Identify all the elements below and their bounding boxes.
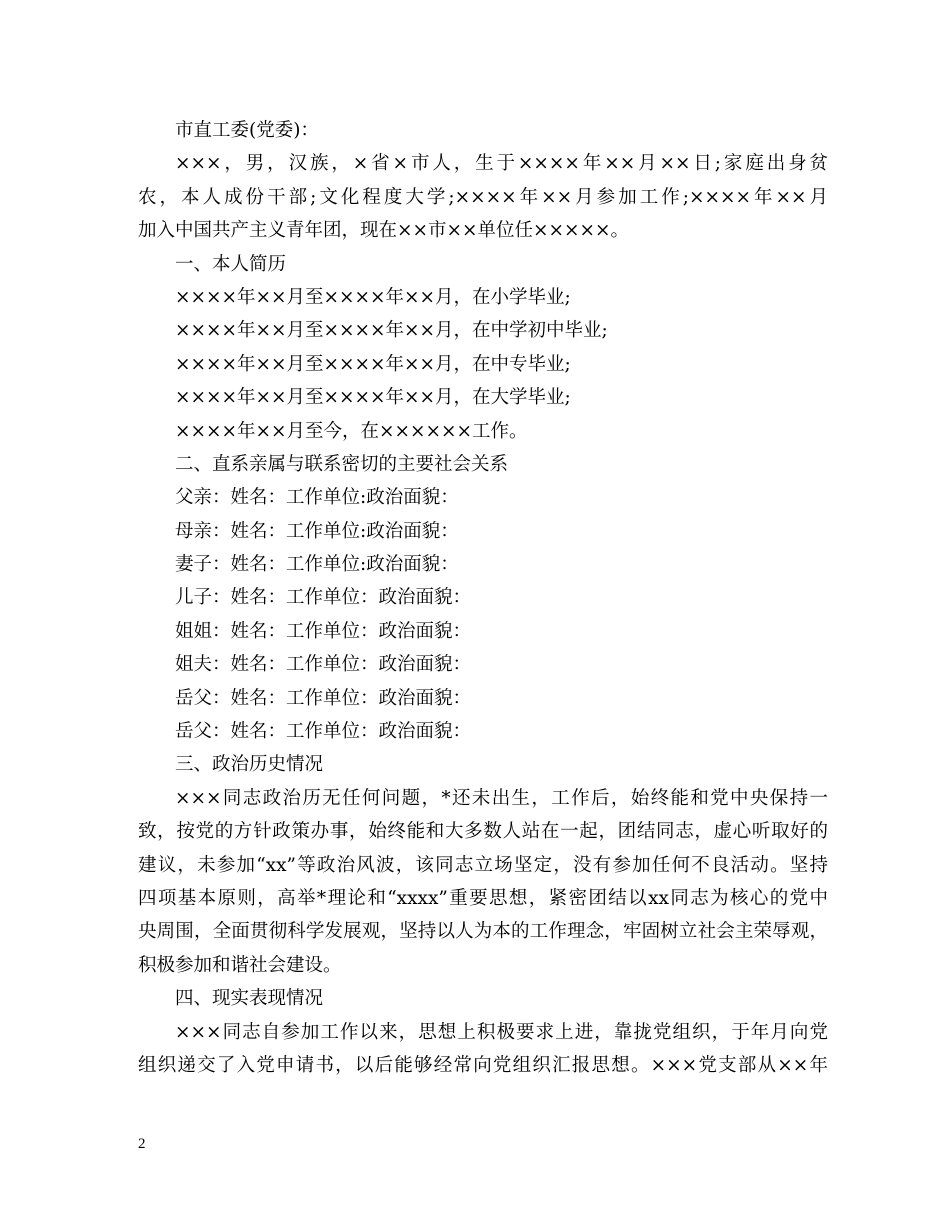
text-line: 岳父：姓名：工作单位：政治面貌： (175, 721, 472, 743)
text-line: ×××，男，汉族，×省×市人，生于××××年××月××日;家庭出身贫 (175, 153, 828, 175)
text-line: 母亲：姓名：工作单位:政治面貌： (175, 520, 459, 542)
text-line: 姐姐：姓名：工作单位：政治面貌： (175, 620, 472, 642)
text-line: ××××年××月至××××年××月，在中学初中毕业; (175, 320, 608, 342)
document-body (138, 114, 828, 1082)
text-line: 儿子：姓名：工作单位：政治面貌： (175, 587, 472, 609)
text-line: 二、直系亲属与联系密切的主要社会关系 (175, 453, 509, 475)
text-line: ×××同志自参加工作以来，思想上积极要求上进，靠拢党组织，于年月向党 (175, 1021, 828, 1043)
text-line: 岳父：姓名：工作单位：政治面貌： (175, 687, 472, 709)
text-line: 农，本人成份干部;文化程度大学;××××年××月参加工作;××××年××月 (138, 186, 828, 208)
page-number: 2 (138, 1136, 146, 1152)
text-line: 四、现实表现情况 (175, 988, 324, 1010)
text-line: ××××年××月至今，在××××××工作。 (175, 420, 528, 442)
text-line: ×××同志政治历无任何问题，*还未出生，工作后，始终能和党中央保持一 (175, 787, 828, 809)
text-line: 三、政治历史情况 (175, 754, 324, 776)
text-line: 一、本人简历 (175, 253, 287, 275)
text-line: ××××年××月至××××年××月，在小学毕业; (175, 286, 571, 308)
text-line: 父亲：姓名：工作单位:政治面貌： (175, 487, 459, 509)
text-line: 央周围，全面贯彻科学发展观，坚持以人为本的工作理念，牢固树立社会主荣辱观， (138, 921, 828, 943)
text-line: 建议，未参加“xx”等政治风波，该同志立场坚定，没有参加任何不良活动。坚持 (138, 854, 828, 876)
text-line: 组织递交了入党申请书，以后能够经常向党组织汇报思想。×××党支部从××年 (138, 1054, 828, 1076)
text-line: ××××年××月至××××年××月，在中专毕业; (175, 353, 571, 375)
text-line: 加入中国共产主义青年团，现在××市××单位任×××××。 (138, 220, 630, 242)
text-line: 四项基本原则，高举*理论和“xxxx”重要思想，紧密团结以xx同志为核心的党中 (138, 887, 828, 909)
text-line: 市直工委(党委)： (175, 120, 319, 141)
text-line: 姐夫：姓名：工作单位：政治面貌： (175, 654, 472, 676)
text-line: 妻子：姓名：工作单位:政治面貌： (175, 554, 459, 576)
text-line: 积极参加和谐社会建设。 (138, 954, 342, 976)
text-line: ××××年××月至××××年××月，在大学毕业; (175, 387, 571, 409)
text-line: 致，按党的方针政策办事，始终能和大多数人站在一起，团结同志，虚心听取好的 (138, 821, 828, 843)
